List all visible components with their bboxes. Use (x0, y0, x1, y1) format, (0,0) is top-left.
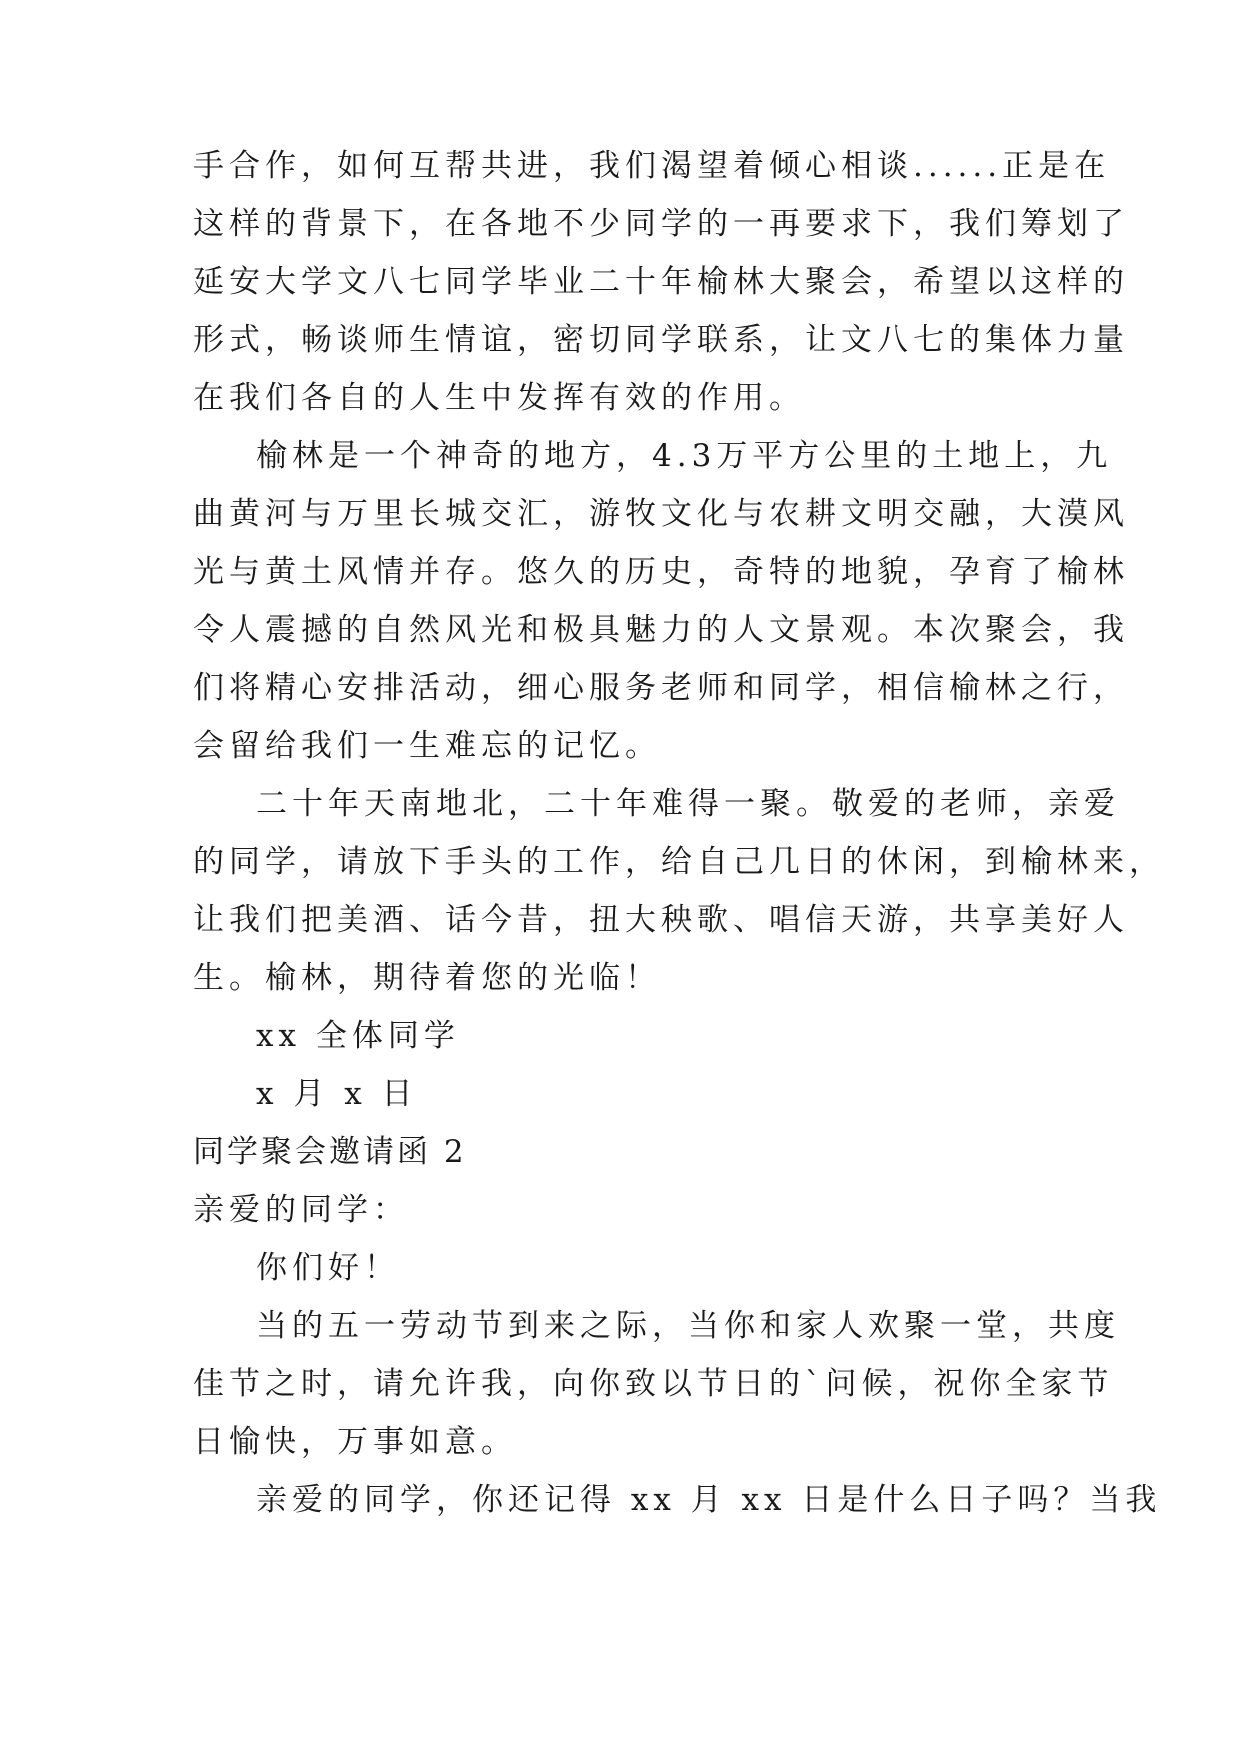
salutation: 亲爱的同学： (193, 1192, 409, 1228)
section-title: 同学聚会邀请函 2 (193, 1134, 467, 1170)
paragraph-line: 曲黄河与万里长城交汇，游牧文化与农耕文明交融，大漠风 (193, 496, 1129, 532)
paragraph-line: 们将精心安排活动，细心服务老师和同学，相信榆林之行， (193, 670, 1129, 706)
paragraph-line: 手合作，如何互帮共进，我们渴望着倾心相谈......正是在 (193, 148, 1111, 184)
paragraph-line: 让我们把美酒、话今昔，扭大秧歌、唱信天游，共享美好人 (193, 902, 1129, 938)
paragraph-line: 在我们各自的人生中发挥有效的作用。 (193, 380, 805, 416)
greeting: 你们好！ (256, 1250, 400, 1286)
date-line: x 月 x 日 (256, 1076, 418, 1112)
paragraph-line: 光与黄土风情并存。悠久的历史，奇特的地貌，孕育了榆林 (193, 554, 1129, 590)
paragraph-line: 形式，畅谈师生情谊，密切同学联系，让文八七的集体力量 (193, 322, 1129, 358)
paragraph-line: 当的五一劳动节到来之际，当你和家人欢聚一堂，共度 (256, 1308, 1120, 1344)
paragraph-line: 佳节之时，请允许我，向你致以节日的`问候，祝你全家节 (193, 1366, 1114, 1402)
paragraph-line: 会留给我们一生难忘的记忆。 (193, 728, 661, 764)
paragraph-line: 延安大学文八七同学毕业二十年榆林大聚会，希望以这样的 (193, 264, 1129, 300)
signature-line: xx 全体同学 (256, 1018, 460, 1054)
paragraph-line: 亲爱的同学，你还记得 xx 月 xx 日是什么日子吗？当我 (256, 1482, 1162, 1518)
paragraph-line: 榆林是一个神奇的地方，4.3万平方公里的土地上，九 (256, 438, 1113, 474)
paragraph-line: 的同学，请放下手头的工作，给自己几日的休闲，到榆林来， (193, 844, 1165, 880)
paragraph-line: 令人震撼的自然风光和极具魅力的人文景观。本次聚会，我 (193, 612, 1129, 648)
paragraph-line: 生。榆林，期待着您的光临！ (193, 960, 661, 996)
paragraph-line: 二十年天南地北，二十年难得一聚。敬爱的老师，亲爱 (256, 786, 1120, 822)
paragraph-line: 日愉快，万事如意。 (193, 1424, 517, 1460)
paragraph-line: 这样的背景下，在各地不少同学的一再要求下，我们筹划了 (193, 206, 1129, 242)
